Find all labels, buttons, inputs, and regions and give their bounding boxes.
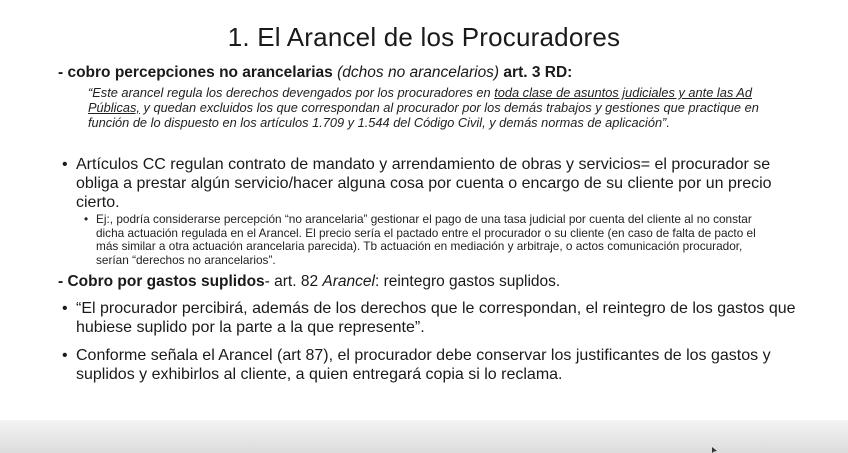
section-heading-gastos-suplidos — [58, 273, 560, 291]
section-heading-no-arancelarias — [58, 64, 572, 82]
sub-bullet-marker: • — [84, 212, 89, 226]
heading-italic-text: (dchos no arancelarios) — [337, 64, 500, 81]
heading-article: - art. 82 — [264, 273, 323, 290]
bullet-text: Artículos CC regulan contrato de mandato y arrendamiento de obras y servicios= el procurador se obliga a prestar algún servicio/hacer alguna cosa por cuenta o encargo de su cliente por un precio cierto. — [76, 156, 772, 211]
slide-title: 1. El Arancel de los Procuradores — [227, 22, 621, 52]
bullet-reintegro-quote — [62, 299, 796, 337]
bullet-marker: • — [62, 300, 68, 317]
heading-colon: : — [567, 64, 573, 81]
bullet-marker: • — [62, 156, 68, 173]
bullet-justificantes — [62, 346, 796, 384]
bullet-text: Conforme señala el Arancel (art 87), el procurador debe conservar los justificantes de los gastos y suplidos y exhibirlos al cliente, a quien entregará copia si lo reclama. — [76, 347, 771, 383]
mouse-cursor-icon — [712, 447, 718, 453]
heading-bold-text: - cobro percepciones no arancelarias — [58, 64, 333, 81]
sub-bullet-ejemplo — [84, 212, 756, 267]
arancel-quote — [88, 85, 788, 130]
bottom-bar — [0, 420, 848, 453]
heading-bold-text: - Cobro por gastos suplidos — [58, 273, 265, 290]
sub-bullet-text: Ej:, podría considerarse percepción “no arancelaria” gestionar el pago de una tasa judicial por cuenta del cliente al no constar dicha actuación regulada en el Arancel. El precio sería el pactado entre el procurador o su cliente (en caso de falta de pacto el más similar a otra actuación arancelaria parecida). Tb actuación en mediación y arbitraje, o actos comunicación procurador, serían “derechos no arancelarios”. — [96, 212, 756, 267]
quote-part-1: “Este arancel regula los derechos devengados por los procuradores en — [88, 85, 495, 100]
heading-italic-text: Arancel — [322, 273, 375, 290]
bullet-articulos-cc — [62, 155, 776, 212]
bullet-marker: • — [62, 347, 68, 364]
heading-article: art. 3 RD — [503, 64, 568, 81]
bullet-text: “El procurador percibirá, además de los derechos que le correspondan, el reintegro de los gastos que hubiese suplido por la parte a la que represente”. — [76, 300, 796, 336]
heading-rest: : reintegro gastos suplidos. — [374, 273, 561, 290]
quote-part-2: y quedan excluidos los que correspondan al procurador por los demás trabajos y gestiones que practique en función de lo dispuesto en los artículos 1.709 y 1.544 del Código Civil, y demás normas de aplicación”. — [88, 100, 759, 130]
quote-underlined: toda clase de asuntos judiciales y ante las Ad Públicas, — [88, 85, 752, 115]
